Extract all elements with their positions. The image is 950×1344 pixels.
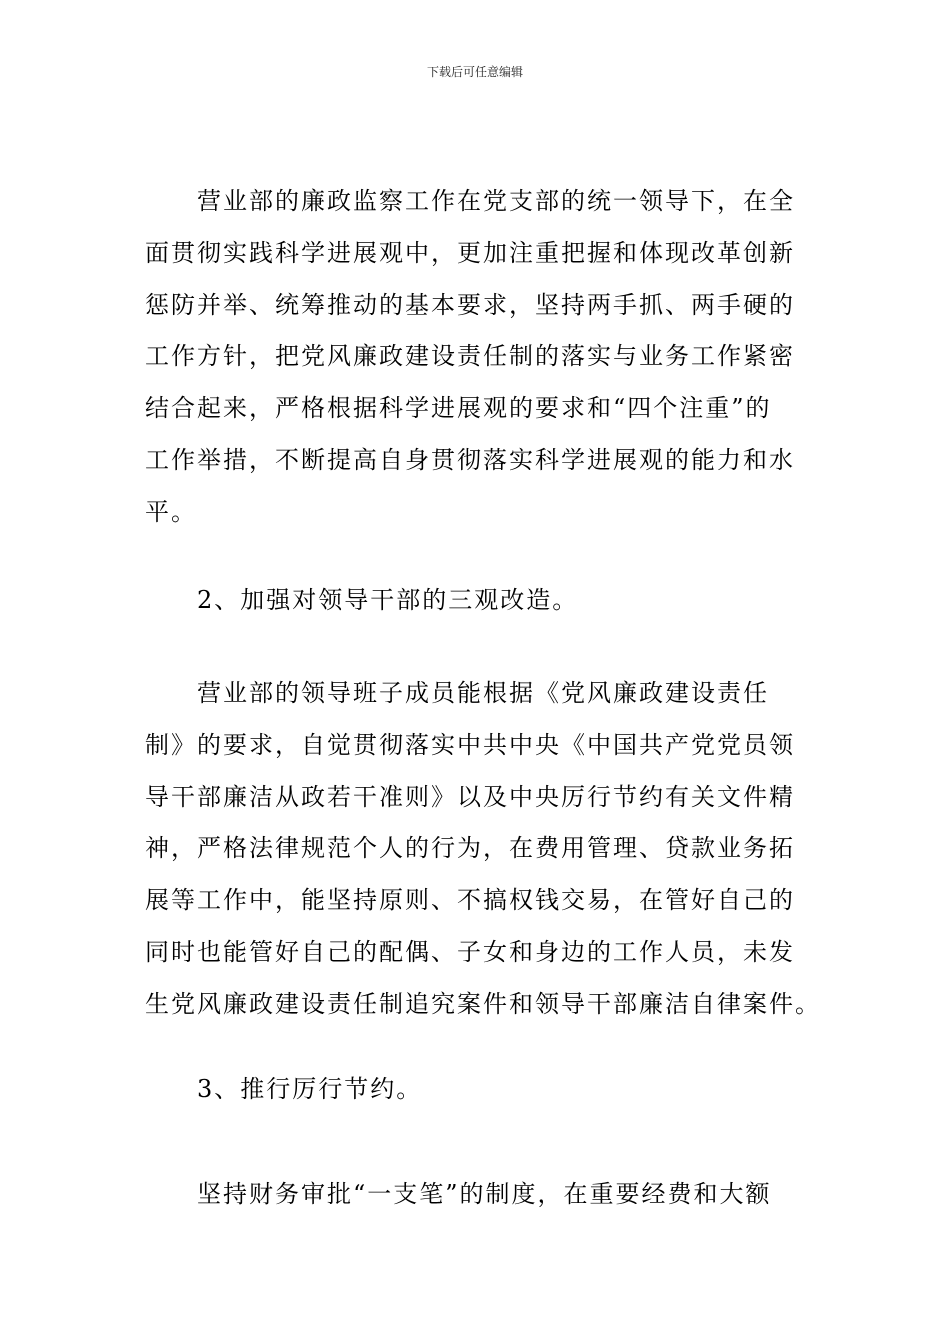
paragraph-line: 神，严格法律规范个人的行为，在费用管理、贷款业务拓 — [145, 834, 795, 863]
section-heading-text: 2、加强对领导干部的三观改造。 — [197, 586, 579, 614]
paragraph-line: 同时也能管好自己的配偶、子女和身边的工作人员，未发 — [145, 937, 795, 966]
section-heading-2 — [145, 575, 807, 627]
section-heading-3 — [145, 1064, 807, 1116]
paragraph-leadership — [145, 668, 821, 1031]
paragraph-line: 结合起来，严格根据科学进展观的要求和“四个注重”的 — [145, 394, 772, 423]
paragraph-line: 营业部的廉政监察工作在党支部的统一领导下，在全 — [197, 187, 795, 215]
paragraph-line: 工作方针，把党风廉政建设责任制的落实与业务工作紧密 — [145, 342, 795, 371]
section-heading-text: 3、推行厉行节约。 — [197, 1075, 423, 1103]
paragraph-frugality — [145, 1169, 807, 1221]
paragraph-line: 展等工作中，能坚持原则、不搞权钱交易，在管好自己的 — [145, 886, 795, 915]
page-header-note: 下载后可任意编辑 — [426, 65, 523, 79]
paragraph-line: 工作举措，不断提高自身贯彻落实科学进展观的能力和水 — [145, 445, 795, 474]
paragraph-line: 坚持财务审批“一支笔”的制度，在重要经费和大额 — [197, 1180, 772, 1208]
paragraph-line: 面贯彻实践科学进展观中，更加注重把握和体现改革创新 — [145, 238, 795, 267]
paragraph-line: 生党风廉政建设责任制追究案件和领导干部廉洁自律案件。 — [145, 989, 821, 1018]
paragraph-line: 惩防并举、统筹推动的基本要求，坚持两手抓、两手硬的 — [145, 290, 795, 319]
paragraph-line: 平。 — [145, 497, 197, 526]
paragraph-line: 营业部的领导班子成员能根据《党风廉政建设责任 — [197, 679, 769, 707]
paragraph-line: 制》的要求，自觉贯彻落实中共中央《中国共产党党员领 — [145, 730, 795, 759]
paragraph-line: 导干部廉洁从政若干准则》以及中央厉行节约有关文件精 — [145, 782, 795, 811]
paragraph-integrity-supervision — [145, 176, 807, 539]
